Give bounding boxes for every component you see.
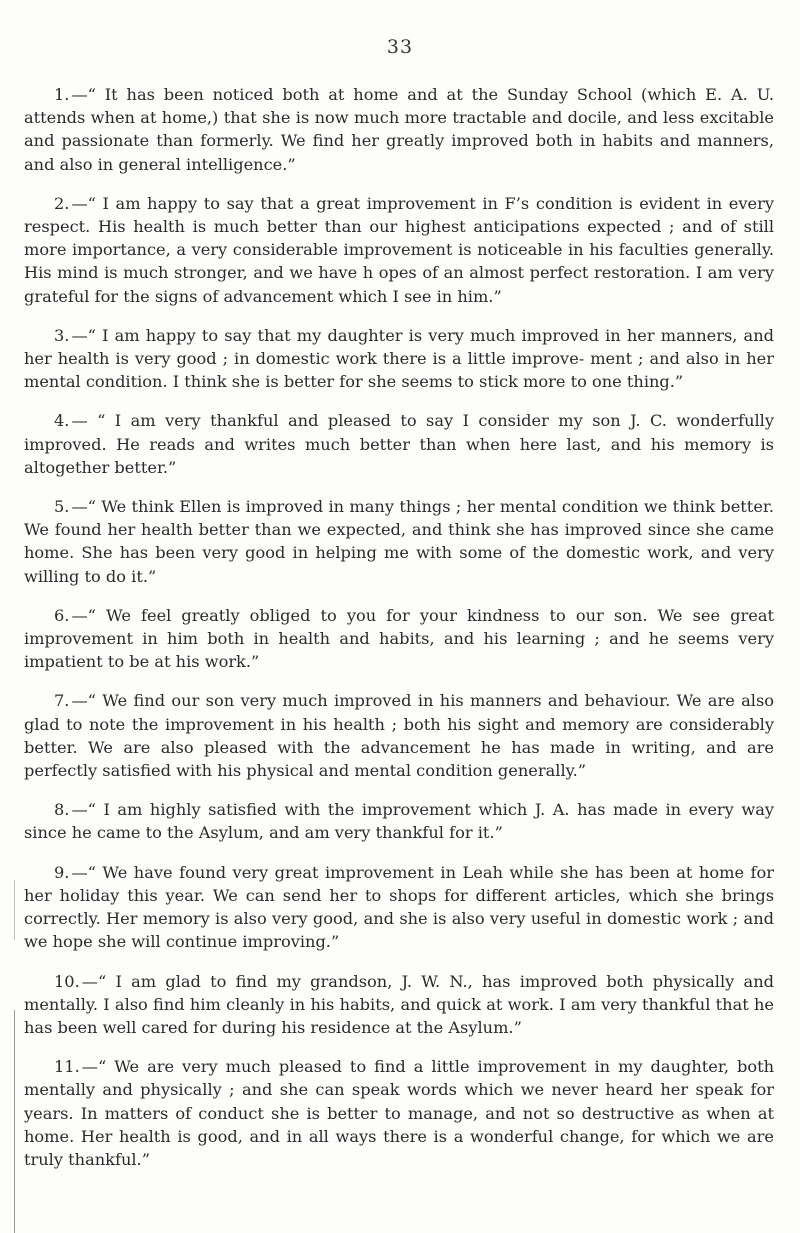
- paragraph-number: 3.: [54, 325, 70, 345]
- paragraph-number: 10.: [54, 971, 80, 991]
- body-text: [24, 83, 774, 1187]
- paragraph-number: 5.: [54, 497, 70, 517]
- page-number: 33: [386, 36, 414, 58]
- margin-rule: [14, 1010, 15, 1233]
- paragraph-text: —“ We are very much pleased to find a little improvement in my daughter, both mentally and physically ; and she can speak words which we never heard her speak for years. In matters of conduct she is better to manage, and not so destructive as when at home. Her health is good, and in all ways there is a wonderful change, for which we are truly thankful.”: [24, 1057, 774, 1169]
- paragraph-number: 4.: [54, 411, 70, 431]
- paragraph-number: 2.: [54, 193, 70, 213]
- paragraph-number: 6.: [54, 605, 70, 625]
- paragraph-text: —“ I am happy to say that my daughter is very much improved in her manners, and her health is very good ; in domestic work there is a little improve- ment ; and also in her mental condition. I think she is better for she seems to stick more to one thing.”: [24, 325, 774, 392]
- paragraph-number: 7.: [54, 691, 70, 711]
- paragraph-9: [24, 861, 774, 954]
- paragraph-number: 11.: [54, 1057, 80, 1077]
- paragraph-text: —“ We find our son very much improved in his manners and behaviour. We are also glad to note the improvement in his health ; both his sight and memory are considerably better. We are also pleased with the advancement he has made in writing, and are perfectly satisfied with his physical and mental condition generally.”: [24, 691, 774, 781]
- paragraph-8: [24, 798, 774, 844]
- paragraph-4: [24, 409, 774, 479]
- paragraph-7: [24, 689, 774, 782]
- paragraph-text: —“ We think Ellen is improved in many things ; her mental condition we think better. We found her health better than we expected, and think she has improved since she came home. She has been very good in helping me with some of the domestic work, and very willing to do it.”: [24, 497, 774, 586]
- paragraph-text: —“ I am highly satisfied with the improvement which J. A. has made in every way since he came to the Asylum, and am very thankful for it.”: [24, 800, 774, 843]
- paragraph-text: —“ We have found very great improvement in Leah while she has been at home for her holiday this year. We can send her to shops for different articles, which she brings correctly. Her memory is also very good, and she is also very useful in domestic work ; and we hope she will continue improving.”: [24, 862, 774, 952]
- paragraph-6: [24, 604, 774, 674]
- paragraph-number: 9.: [54, 862, 70, 882]
- margin-rule: [14, 880, 15, 940]
- paragraph-3: [24, 324, 774, 394]
- paragraph-text: —“ I am happy to say that a great improvement in F’s condition is evident in every respect. His health is much better than our highest anticipations expected ; and of still more importance, a very considerable improvement is noticeable in his faculties generally. His mind is much stronger, and we have h opes of an almost perfect restoration. I am very grateful for the signs of advancement which I see in him.”: [24, 193, 774, 306]
- paragraph-1: [24, 83, 774, 176]
- paragraph-11: [24, 1055, 774, 1171]
- paragraph-number: 1.: [54, 85, 70, 104]
- paragraph-10: [24, 970, 774, 1040]
- paragraph-text: —“ We feel greatly obliged to you for your kindness to our son. We see great improvement in him both in health and habits, and his learning ; and he seems very impatient to be at his work.”: [24, 605, 774, 672]
- paragraph-2: [24, 192, 774, 308]
- paragraph-5: [24, 495, 774, 588]
- paragraph-number: 8.: [54, 800, 70, 820]
- paragraph-text: —“ It has been noticed both at home and at the Sunday School (which E. A. U. attends when at home,) that she is now much more tractable and docile, and less excitable and passionate than formerly. We find her greatly improved both in habits and manners, and also in general intelligence.”: [24, 85, 774, 174]
- paragraph-text: —“ I am glad to find my grandson, J. W. N., has improved both physically and mentally. I also find him cleanly in his habits, and quick at work. I am very thankful that he has been well cared for during his residence at the Asylum.”: [24, 971, 774, 1037]
- paragraph-text: — “ I am very thankful and pleased to say I consider my son J. C. wonderfully improved. He reads and writes much better than when here last, and his memory is altogether better.”: [24, 411, 774, 477]
